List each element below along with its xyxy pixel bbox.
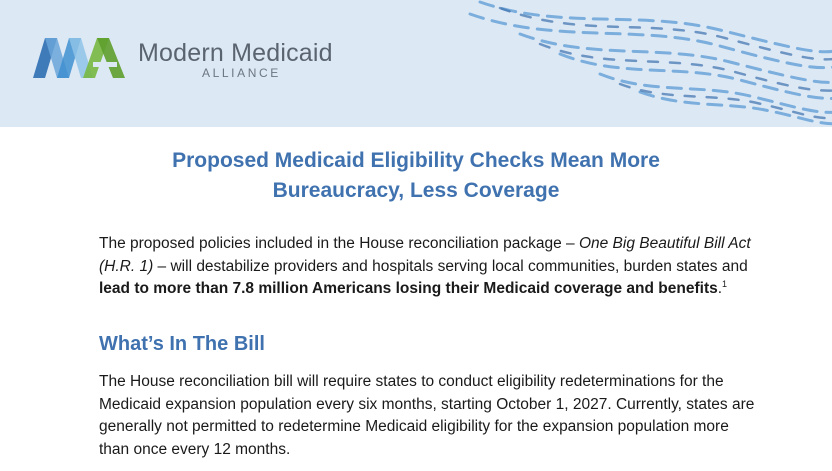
document-title	[0, 146, 832, 206]
bill-name: One Big Beautiful Bill Act (H.R. 1)	[99, 235, 751, 275]
title-line-1: Proposed Medicaid Eligibility Checks Mean More	[172, 149, 660, 172]
intro-text-3: .	[717, 280, 723, 297]
intro-paragraph	[99, 233, 759, 301]
section-paragraph: The House reconciliation bill will require states to conduct eligibility redeterminations for the Medicaid expansion population every six months, starting October 1, 2027. Currently, states are generally not permitted to redetermine Medicaid eligibility for the expansion population more than once every 12 months.	[99, 373, 755, 458]
intro-text-1: The proposed policies included in the House reconciliation package –	[99, 235, 579, 252]
intro-bold-claim: lead to more than 7.8 million Americans losing their Medicaid coverage and benefits	[99, 280, 718, 297]
footnote-marker: 1	[722, 278, 728, 289]
brand-name: Modern Medicaid	[138, 39, 333, 67]
header-banner	[0, 0, 832, 127]
intro-text-2: – will destabilize providers and hospitals serving local communities, burden states and	[153, 257, 748, 275]
brand-subtitle: ALLIANCE	[202, 66, 281, 80]
modern-medicaid-logo-icon	[33, 38, 127, 78]
section-heading: What’s In The Bill	[99, 333, 265, 355]
title-line-2: Bureaucracy, Less Coverage	[272, 179, 560, 202]
